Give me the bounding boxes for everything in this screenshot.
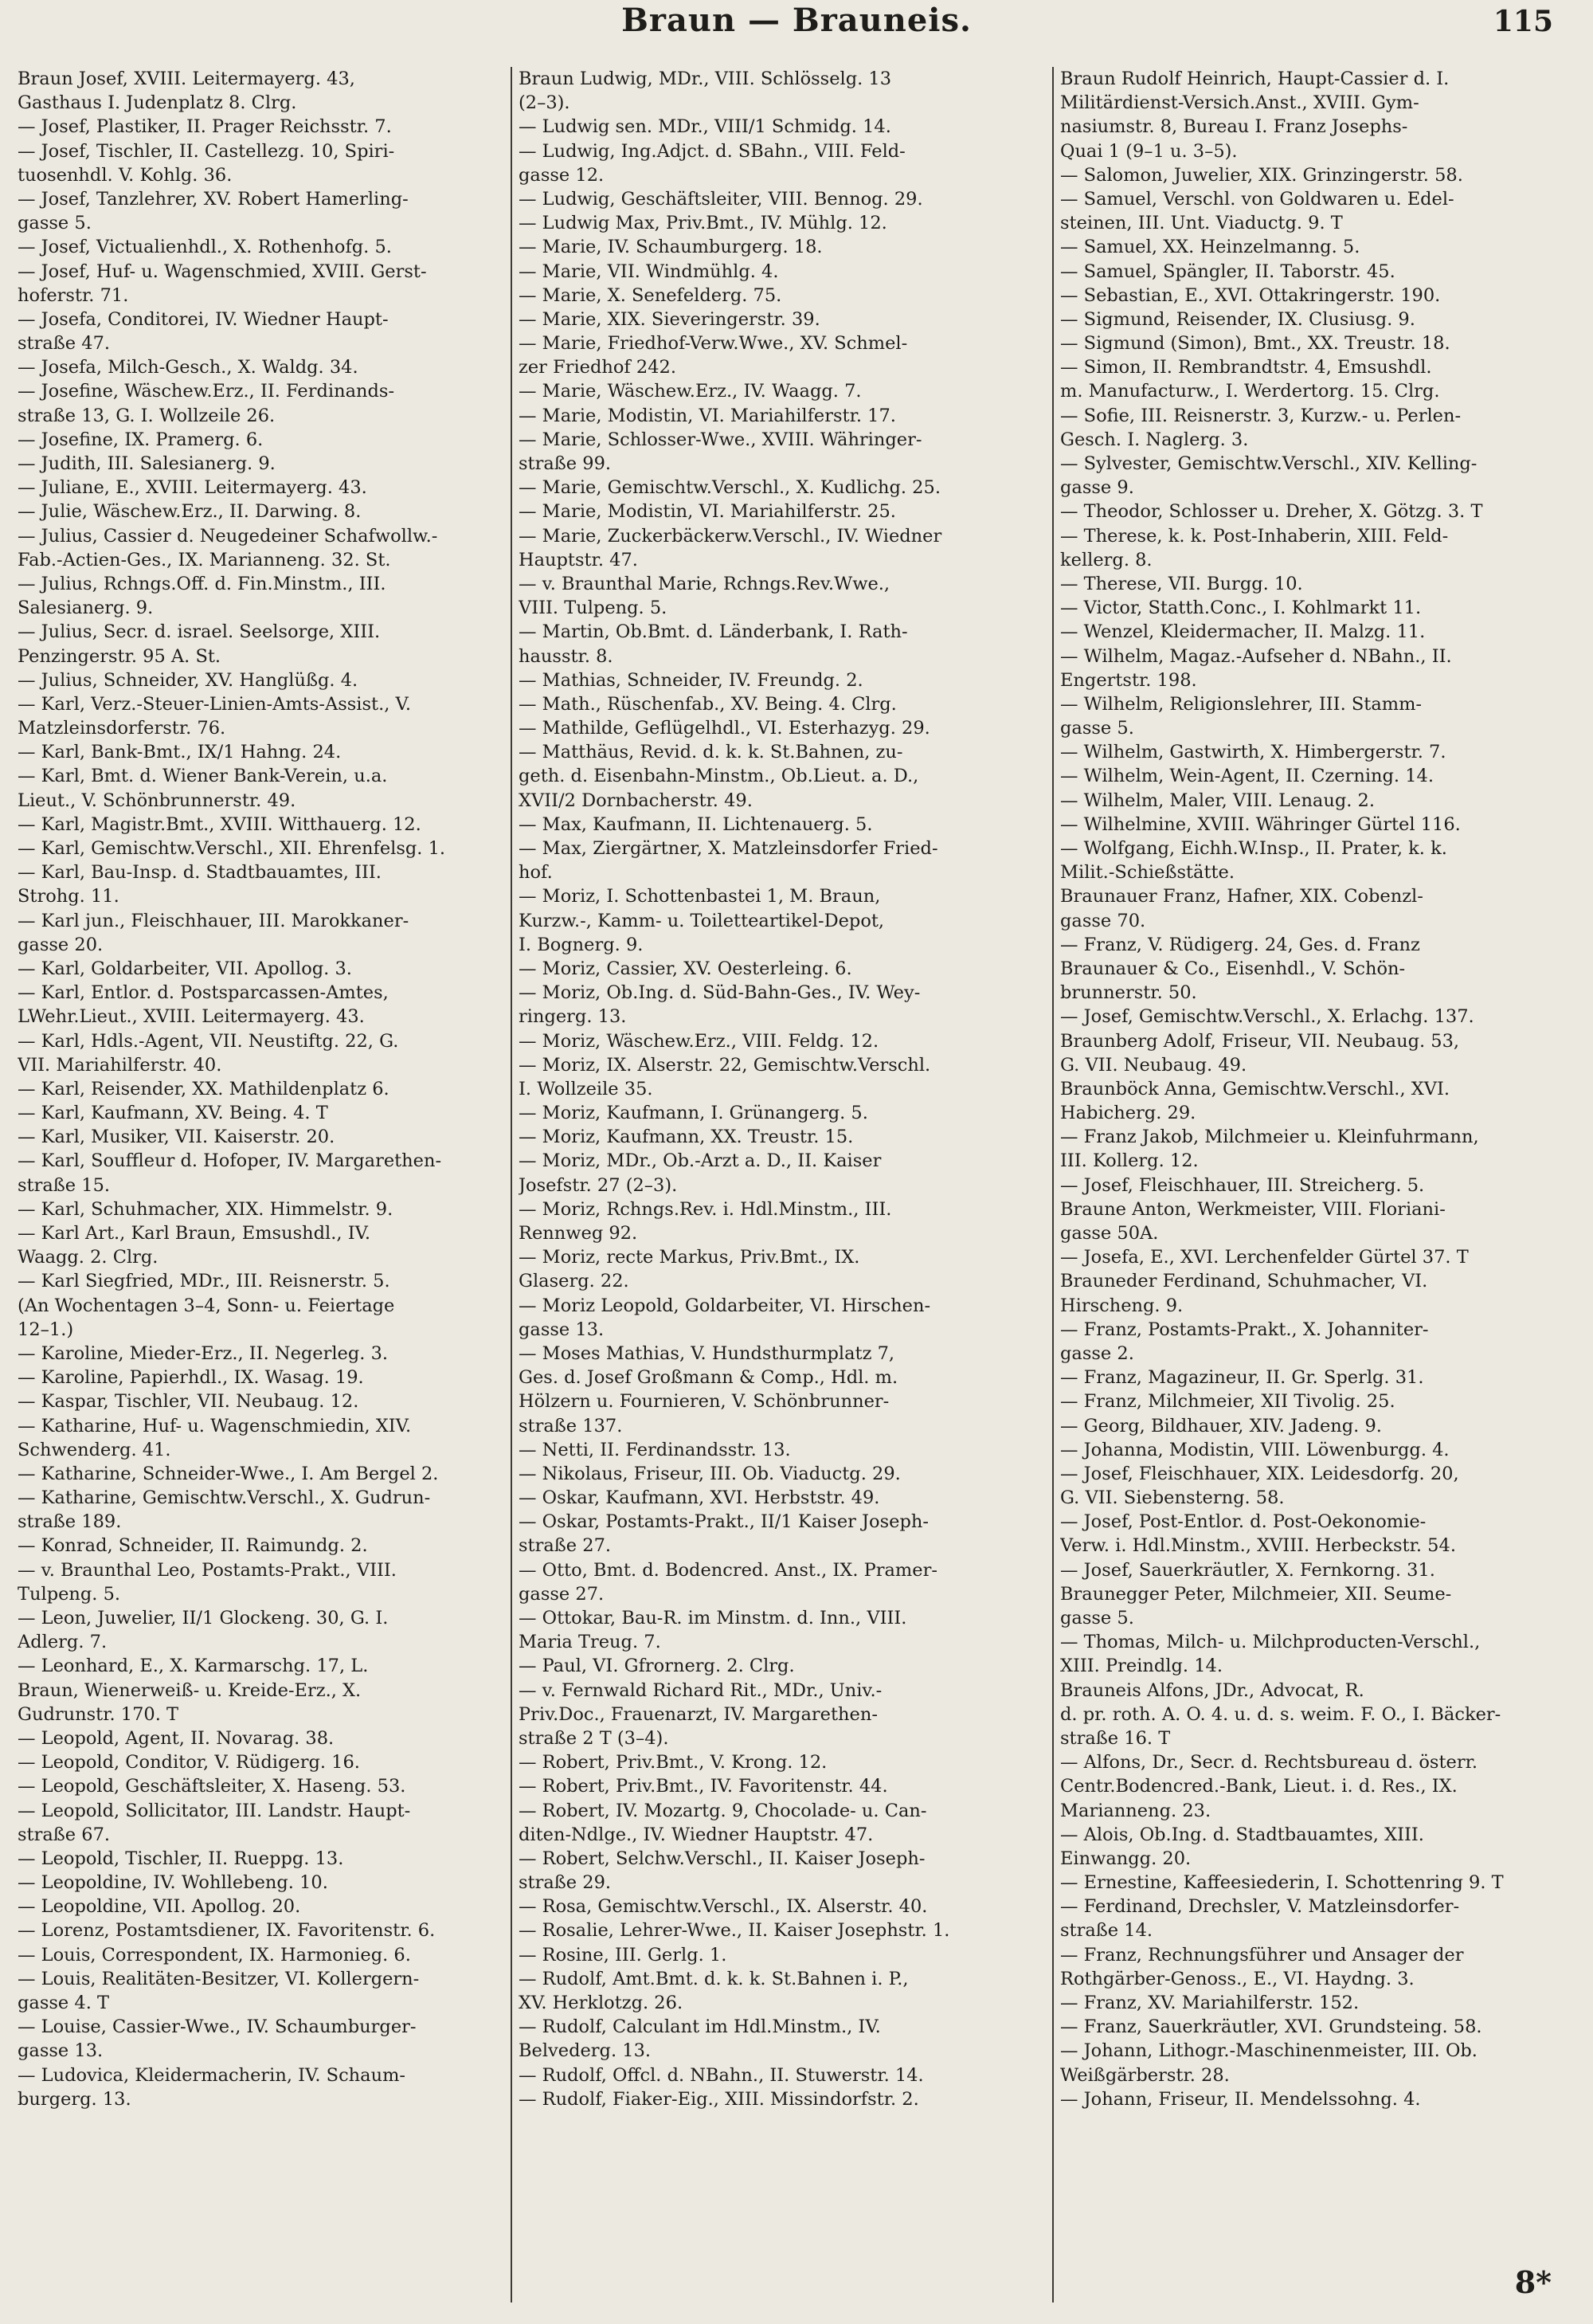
entry-line: gasse 13. xyxy=(18,2040,104,2062)
entry-line: — Karl, Bau-Insp. d. Stadtbauamtes, III. xyxy=(18,862,382,884)
entry-line: straße 27. xyxy=(519,1535,612,1557)
entry-line: d. pr. roth. A. O. 4. u. d. s. weim. F. O., I. Bäcker- xyxy=(1060,1703,1501,1725)
entry-line: straße 16. T xyxy=(1060,1727,1171,1749)
entry-line: Braunauer & Co., Eisenhdl., V. Schön- xyxy=(1060,958,1406,979)
entry-line: — Theodor, Schlosser u. Dreher, X. Götzg. 3. T xyxy=(1060,501,1483,523)
entry-line: Braun Rudolf Heinrich, Haupt-Cassier d. I. xyxy=(1060,69,1450,89)
entry-line: — Karl, Musiker, VII. Kaiserstr. 20. xyxy=(18,1127,335,1148)
entry-line: — Rudolf, Calculant im Hdl.Minstm., IV. xyxy=(519,2016,881,2038)
entry-line: G. VII. Neubaug. 49. xyxy=(1060,1054,1247,1076)
entry-line: III. Kollerg. 12. xyxy=(1060,1150,1199,1172)
entry-line: VIII. Tulpeng. 5. xyxy=(519,598,667,619)
entry-line: gasse 5. xyxy=(18,213,92,234)
entry-line: — Rudolf, Fiaker-Eig., XIII. Missindorfstr. 2. xyxy=(519,2088,919,2110)
entry-line: straße 67. xyxy=(18,1824,111,1845)
entry-line: Braun Ludwig, MDr., VIII. Schlösselg. 13 xyxy=(519,69,892,89)
entry-line: — Leopold, Agent, II. Novarag. 38. xyxy=(18,1727,335,1749)
entry-line: Adlerg. 7. xyxy=(18,1632,108,1653)
entry-line: Habicherg. 29. xyxy=(1060,1103,1196,1124)
entry-line: — Karl, Hdls.-Agent, VII. Neustiftg. 22, G. xyxy=(18,1030,399,1052)
entry-line: — Marie, XIX. Sieveringerstr. 39. xyxy=(519,308,820,330)
column-divider xyxy=(1052,67,1054,2302)
entry-line: — Josef, Fleischhauer, III. Streicherg. 5. xyxy=(1060,1174,1425,1196)
entry-line: — Katharine, Huf- u. Wagenschmiedin, XIV. xyxy=(18,1415,412,1436)
entry-line: Rothgärber-Genoss., E., VI. Haydng. 3. xyxy=(1060,1968,1415,1989)
entry-line: — Samuel, Spängler, II. Taborstr. 45. xyxy=(1060,261,1395,282)
entry-line: Strohg. 11. xyxy=(18,886,119,907)
entry-line: — Max, Kaufmann, II. Lichtenauerg. 5. xyxy=(519,813,873,835)
entry-line: — Julie, Wäschew.Erz., II. Darwing. 8. xyxy=(18,501,362,523)
entry-line: — Moses Mathias, V. Hundsthurmplatz 7, xyxy=(519,1342,895,1364)
entry-line: tuosenhdl. V. Kohlg. 36. xyxy=(18,164,233,186)
entry-line: — Rosa, Gemischtw.Verschl., IX. Alserstr. 40. xyxy=(519,1896,928,1918)
entry-line: Verw. i. Hdl.Minstm., XVIII. Herbeckstr. 54. xyxy=(1060,1535,1456,1557)
entry-line: gasse 5. xyxy=(1060,718,1134,739)
entry-line: — Josef, Sauerkräutler, X. Fernkorng. 31. xyxy=(1060,1559,1435,1581)
entry-line: — Therese, VII. Burgg. 10. xyxy=(1060,573,1303,594)
entry-line: — Karl, Bank-Bmt., IX/1 Hahng. 24. xyxy=(18,742,342,763)
entry-line: — Marie, Zuckerbäckerw.Verschl., IV. Wiedner xyxy=(519,525,942,547)
entry-line: Tulpeng. 5. xyxy=(18,1583,121,1605)
entry-line: geth. d. Eisenbahn-Minstm., Ob.Lieut. a. D., xyxy=(519,766,919,787)
entry-line: Josefstr. 27 (2–3). xyxy=(519,1174,678,1196)
entry-line: — Josefa, Conditorei, IV. Wiedner Haupt- xyxy=(18,308,389,330)
entry-line: Brauneis Alfons, JDr., Advocat, R. xyxy=(1060,1679,1364,1701)
entry-line: straße 47. xyxy=(18,333,111,355)
entry-line: — Marie, Modistin, VI. Mariahilferstr. 25. xyxy=(519,501,896,523)
entry-line: — Leopoldine, IV. Wohllebeng. 10. xyxy=(18,1872,328,1894)
entry-line: — Wolfgang, Eichh.W.Insp., II. Prater, k. k. xyxy=(1060,838,1447,859)
entry-line: — Karl, Souffleur d. Hofoper, IV. Margarethen- xyxy=(18,1150,442,1172)
entry-line: — Math., Rüschenfab., XV. Being. 4. Clrg. xyxy=(519,693,897,715)
entry-line: — Moriz, Wäschew.Erz., VIII. Feldg. 12. xyxy=(519,1030,879,1052)
entry-line: — Marie, Gemischtw.Verschl., X. Kudlichg. 25. xyxy=(519,477,941,499)
entry-line: — Louis, Realitäten-Besitzer, VI. Kollergern- xyxy=(18,1968,420,1989)
entry-line: — Marie, Schlosser-Wwe., XVIII. Währinger- xyxy=(519,429,922,450)
entry-line: — Franz Jakob, Milchmeier u. Kleinfuhrmann, xyxy=(1060,1127,1479,1148)
entry-line: — Josefa, E., XVI. Lerchenfelder Gürtel 37. T xyxy=(1060,1247,1469,1268)
entry-line: Braunböck Anna, Gemischtw.Verschl., XVI. xyxy=(1060,1078,1450,1099)
entry-line: — Leonhard, E., X. Karmarschg. 17, L. xyxy=(18,1656,369,1677)
entry-line: Kurzw.-, Kamm- u. Toiletteartikel-Depot, xyxy=(519,910,885,931)
entry-line: — Moriz Leopold, Goldarbeiter, VI. Hirschen- xyxy=(519,1295,931,1316)
entry-line: — Otto, Bmt. d. Bodencred. Anst., IX. Pramer- xyxy=(519,1559,937,1581)
entry-line: — Wilhelm, Religionslehrer, III. Stamm- xyxy=(1060,693,1423,715)
entry-line: — Mathias, Schneider, IV. Freundg. 2. xyxy=(519,669,863,691)
entry-line: — Karl Siegfried, MDr., III. Reisnerstr. 5. xyxy=(18,1271,390,1292)
entry-line: zer Friedhof 242. xyxy=(519,357,676,378)
entry-line: Marianneng. 23. xyxy=(1060,1800,1211,1821)
entry-line: burgerg. 13. xyxy=(18,2088,131,2110)
entry-line: straße 15. xyxy=(18,1174,111,1196)
entry-line: steinen, III. Unt. Viaductg. 9. T xyxy=(1060,213,1343,234)
entry-line: m. Manufacturw., I. Werdertorg. 15. Clrg. xyxy=(1060,381,1440,402)
entry-line: — Johann, Lithogr.-Maschinenmeister, III. Ob. xyxy=(1060,2040,1478,2062)
entry-line: Matzleinsdorferstr. 76. xyxy=(18,718,226,739)
entry-line: — Franz, Milchmeier, XII Tivolig. 25. xyxy=(1060,1391,1395,1413)
entry-line: Braune Anton, Werkmeister, VIII. Floriani- xyxy=(1060,1198,1446,1220)
entry-line: — Franz, XV. Mariahilferstr. 152. xyxy=(1060,1993,1360,2013)
entry-line: — Kaspar, Tischler, VII. Neubaug. 12. xyxy=(18,1391,359,1413)
entry-line: — Juliane, E., XVIII. Leitermayerg. 43. xyxy=(18,477,367,499)
entry-line: — Ludwig, Geschäftsleiter, VIII. Bennog. 29. xyxy=(519,188,923,210)
entry-line: Braunauer Franz, Hafner, XIX. Cobenzl- xyxy=(1060,886,1423,907)
entry-line: Ges. d. Josef Großmann & Comp., Hdl. m. xyxy=(519,1367,898,1389)
entry-line: — Ottokar, Bau-R. im Minstm. d. Inn., VIII. xyxy=(519,1608,907,1628)
entry-line: Gudrunstr. 170. T xyxy=(18,1703,179,1725)
entry-line: — Louis, Correspondent, IX. Harmonieg. 6. xyxy=(18,1944,411,1965)
entry-line: — Ernestine, Kaffeesiederin, I. Schottenring 9. T xyxy=(1060,1872,1504,1894)
entry-line: nasiumstr. 8, Bureau I. Franz Josephs- xyxy=(1060,116,1408,138)
entry-line: gasse 70. xyxy=(1060,910,1146,931)
entry-line: — Josef, Tischler, II. Castellezg. 10, Spiri- xyxy=(18,140,395,162)
entry-line: kellerg. 8. xyxy=(1060,549,1153,570)
entry-line: brunnerstr. 50. xyxy=(1060,982,1197,1004)
entry-line: — v. Fernwald Richard Rit., MDr., Univ.- xyxy=(519,1679,883,1701)
entry-line: Braunberg Adolf, Friseur, VII. Neubaug. 53, xyxy=(1060,1030,1460,1052)
entry-line: — Karoline, Mieder-Erz., II. Negerleg. 3. xyxy=(18,1342,389,1364)
entry-line: — Katharine, Schneider-Wwe., I. Am Bergel 2. xyxy=(18,1463,439,1484)
entry-line: — Max, Ziergärtner, X. Matzleinsdorfer Fried- xyxy=(519,838,938,859)
entry-line: (2–3). xyxy=(519,92,570,114)
entry-line: — Samuel, XX. Heinzelmanng. 5. xyxy=(1060,237,1360,258)
entry-line: Fab.-Actien-Ges., IX. Marianneng. 32. St. xyxy=(18,549,391,570)
entry-line: — Josef, Fleischhauer, XIX. Leidesdorfg. 20, xyxy=(1060,1463,1459,1484)
entry-line: — v. Braunthal Marie, Rchngs.Rev.Wwe., xyxy=(519,573,890,594)
entry-line: gasse 5. xyxy=(1060,1608,1134,1628)
page-number: 115 xyxy=(1493,5,1553,38)
entry-line: gasse 27. xyxy=(519,1583,605,1605)
entry-column-right xyxy=(1060,67,1574,2111)
entry-line: — Wilhelm, Magaz.-Aufseher d. NBahn., II. xyxy=(1060,645,1452,667)
entry-line: Lieut., V. Schönbrunnerstr. 49. xyxy=(18,790,296,811)
entry-line: — Moriz, Cassier, XV. Oesterleing. 6. xyxy=(519,958,852,979)
entry-line: — Karl jun., Fleischhauer, III. Marokkaner- xyxy=(18,910,409,931)
entry-line: Hirscheng. 9. xyxy=(1060,1295,1184,1316)
entry-line: Braunegger Peter, Milchmeier, XII. Seume- xyxy=(1060,1583,1452,1605)
entry-line: — Moriz, Kaufmann, XX. Treustr. 15. xyxy=(519,1127,854,1148)
entry-line: — Karl, Goldarbeiter, VII. Apollog. 3. xyxy=(18,958,352,979)
entry-line: — Nikolaus, Friseur, III. Ob. Viaductg. 29. xyxy=(519,1463,901,1484)
entry-line: gasse 20. xyxy=(18,934,104,955)
entry-line: gasse 13. xyxy=(519,1319,605,1340)
entry-line: — Moriz, Rchngs.Rev. i. Hdl.Minstm., III. xyxy=(519,1198,892,1220)
entry-line: — Ludwig sen. MDr., VIII/1 Schmidg. 14. xyxy=(519,116,891,138)
entry-line: — Marie, Friedhof-Verw.Wwe., XV. Schmel- xyxy=(519,333,908,355)
entry-line: — v. Braunthal Leo, Postamts-Prakt., VIII. xyxy=(18,1559,397,1581)
entry-line: — Johann, Friseur, II. Mendelssohng. 4. xyxy=(1060,2088,1421,2110)
entry-line: — Franz, Rechnungsführer und Ansager der xyxy=(1060,1944,1464,1965)
entry-line: — Moriz, MDr., Ob.-Arzt a. D., II. Kaiser xyxy=(519,1150,882,1172)
entry-line: — Franz, Magazineur, II. Gr. Sperlg. 31. xyxy=(1060,1367,1424,1389)
entry-line: — Robert, IV. Mozartg. 9, Chocolade- u. Can- xyxy=(519,1800,927,1821)
entry-line: — Wenzel, Kleidermacher, II. Malzg. 11. xyxy=(1060,621,1426,643)
entry-line: Quai 1 (9–1 u. 3–5). xyxy=(1060,140,1238,162)
entry-line: — Thomas, Milch- u. Milchproducten-Verschl., xyxy=(1060,1632,1481,1653)
entry-line: — Robert, Priv.Bmt., IV. Favoritenstr. 44. xyxy=(519,1776,888,1797)
entry-line: hausstr. 8. xyxy=(519,645,613,667)
entry-line: ringerg. 13. xyxy=(519,1006,627,1028)
entry-line: — Josefine, IX. Pramerg. 6. xyxy=(18,429,264,450)
entry-line: Hauptstr. 47. xyxy=(519,549,638,570)
entry-line: — Wilhelm, Maler, VIII. Lenaug. 2. xyxy=(1060,790,1376,811)
entry-line: Braun Josef, XVIII. Leitermayerg. 43, xyxy=(18,69,355,89)
entry-line: — Lorenz, Postamtsdiener, IX. Favoritenstr. 6. xyxy=(18,1920,436,1942)
entry-line: — Konrad, Schneider, II. Raimundg. 2. xyxy=(18,1535,368,1557)
entry-line: Engertstr. 198. xyxy=(1060,669,1197,691)
entry-line: diten-Ndlge., IV. Wiedner Hauptstr. 47. xyxy=(519,1824,874,1845)
entry-line: — Josef, Tanzlehrer, XV. Robert Hamerling- xyxy=(18,188,409,210)
entry-line: straße 137. xyxy=(519,1415,623,1436)
entry-line: — Ludwig, Ing.Adjct. d. SBahn., VIII. Feld- xyxy=(519,140,906,162)
entry-line: Einwangg. 20. xyxy=(1060,1848,1192,1869)
entry-line: — Ludwig Max, Priv.Bmt., IV. Mühlg. 12. xyxy=(519,213,887,234)
entry-line: — Josef, Huf- u. Wagenschmied, XVIII. Gerst- xyxy=(18,261,427,282)
entry-line: — Moriz, I. Schottenbastei 1, M. Braun, xyxy=(519,886,881,907)
entry-line: — Wilhelmine, XVIII. Währinger Gürtel 116. xyxy=(1060,813,1461,835)
entry-line: — Wilhelm, Gastwirth, X. Himbergerstr. 7. xyxy=(1060,742,1446,763)
entry-line: — Moriz, Ob.Ing. d. Süd-Bahn-Ges., IV. Wey- xyxy=(519,982,921,1004)
entry-line: — Karl Art., Karl Braun, Emsushdl., IV. xyxy=(18,1223,371,1244)
entry-line: — Marie, VII. Windmühlg. 4. xyxy=(519,261,779,282)
entry-line: — Paul, VI. Gfrornerg. 2. Clrg. xyxy=(519,1656,795,1677)
entry-line: — Karoline, Papierhdl., IX. Wasag. 19. xyxy=(18,1367,364,1389)
entry-line: Gesch. I. Naglerg. 3. xyxy=(1060,429,1249,450)
entry-line: Salesianerg. 9. xyxy=(18,598,154,619)
entry-line: — Josefine, Wäschew.Erz., II. Ferdinands- xyxy=(18,381,395,402)
entry-line: — Wilhelm, Wein-Agent, II. Czerning. 14. xyxy=(1060,766,1434,787)
entry-line: — Sigmund (Simon), Bmt., XX. Treustr. 18. xyxy=(1060,333,1450,355)
entry-line: straße 14. xyxy=(1060,1920,1153,1942)
entry-line: — Marie, Wäschew.Erz., IV. Waagg. 7. xyxy=(519,381,862,402)
entry-line: — Judith, III. Salesianerg. 9. xyxy=(18,453,276,474)
entry-line: XIII. Preindlg. 14. xyxy=(1060,1656,1223,1677)
entry-line: XVII/2 Dornbacherstr. 49. xyxy=(519,790,753,811)
entry-line: — Robert, Priv.Bmt., V. Krong. 12. xyxy=(519,1752,828,1773)
entry-line: gasse 9. xyxy=(1060,477,1134,499)
entry-line: — Katharine, Gemischtw.Verschl., X. Gudrun- xyxy=(18,1487,431,1509)
entry-column-middle xyxy=(519,67,996,2111)
entry-line: — Johanna, Modistin, VIII. Löwenburgg. 4. xyxy=(1060,1439,1450,1460)
entry-line: — Rosalie, Lehrer-Wwe., II. Kaiser Josephstr. 1. xyxy=(519,1920,950,1942)
entry-line: I. Bognerg. 9. xyxy=(519,934,644,955)
entry-line: straße 189. xyxy=(18,1511,122,1533)
entry-line: Milit.-Schießstätte. xyxy=(1060,862,1235,884)
entry-column-left xyxy=(18,67,495,2111)
entry-line: I. Wollzeile 35. xyxy=(519,1078,653,1099)
entry-line: — Leopoldine, VII. Apollog. 20. xyxy=(18,1896,301,1918)
entry-line: — Simon, II. Rembrandtstr. 4, Emsushdl. xyxy=(1060,357,1432,378)
entry-line: — Franz, V. Rüdigerg. 24, Ges. d. Franz xyxy=(1060,934,1420,955)
entry-line: straße 2 T (3–4). xyxy=(519,1727,669,1749)
entry-line: gasse 4. T xyxy=(18,1993,110,2013)
entry-line: — Josef, Gemischtw.Verschl., X. Erlachg. 137. xyxy=(1060,1006,1474,1028)
entry-line: — Victor, Statth.Conc., I. Kohlmarkt 11. xyxy=(1060,598,1422,619)
entry-line: — Marie, Modistin, VI. Mariahilferstr. 17. xyxy=(519,405,896,426)
entry-line: — Netti, II. Ferdinandsstr. 13. xyxy=(519,1439,791,1460)
entry-line: — Sebastian, E., XVI. Ottakringerstr. 190. xyxy=(1060,284,1441,306)
entry-line: — Leopold, Geschäftsleiter, X. Haseng. 53. xyxy=(18,1776,406,1797)
entry-line: G. VII. Siebensterng. 58. xyxy=(1060,1487,1285,1509)
entry-line: VII. Mariahilferstr. 40. xyxy=(18,1054,222,1076)
entry-line: — Karl, Reisender, XX. Mathildenplatz 6. xyxy=(18,1078,389,1099)
entry-line: Hölzern u. Fournieren, V. Schönbrunner- xyxy=(519,1391,890,1413)
entry-line: XV. Herklotzg. 26. xyxy=(519,1993,683,2013)
entry-line: Centr.Bodencred.-Bank, Lieut. i. d. Res., IX. xyxy=(1060,1776,1458,1797)
entry-line: straße 29. xyxy=(519,1872,612,1894)
entry-line: gasse 50A. xyxy=(1060,1223,1159,1244)
entry-line: Militärdienst-Versich.Anst., XVIII. Gym- xyxy=(1060,92,1419,114)
entry-line: Maria Treug. 7. xyxy=(519,1632,661,1653)
entry-line: — Matthäus, Revid. d. k. k. St.Bahnen, zu- xyxy=(519,742,903,763)
entry-line: — Moriz, IX. Alserstr. 22, Gemischtw.Verschl. xyxy=(519,1054,931,1076)
entry-line: — Mathilde, Geflügelhdl., VI. Esterhazyg. 29. xyxy=(519,718,930,739)
entry-line: — Oskar, Postamts-Prakt., II/1 Kaiser Joseph- xyxy=(519,1511,929,1533)
entry-line: — Josef, Victualienhdl., X. Rothenhofg. 5. xyxy=(18,237,392,258)
entry-line: Waagg. 2. Clrg. xyxy=(18,1247,159,1268)
entry-line: — Rudolf, Offcl. d. NBahn., II. Stuwerstr. 14. xyxy=(519,2064,924,2086)
entry-line: — Moriz, Kaufmann, I. Grünangerg. 5. xyxy=(519,1103,868,1124)
entry-line: — Sofie, III. Reisnerstr. 3, Kurzw.- u. Perlen- xyxy=(1060,405,1462,426)
entry-line: — Leopold, Tischler, II. Rueppg. 13. xyxy=(18,1848,344,1869)
entry-line: LWehr.Lieut., XVIII. Leitermayerg. 43. xyxy=(18,1006,365,1028)
entry-line: Schwenderg. 41. xyxy=(18,1439,171,1460)
entry-line: — Marie, IV. Schaumburgerg. 18. xyxy=(519,237,823,258)
entry-line: — Louise, Cassier-Wwe., IV. Schaumburger- xyxy=(18,2016,417,2038)
entry-line: Gasthaus I. Judenplatz 8. Clrg. xyxy=(18,92,297,114)
entry-line: Weißgärberstr. 28. xyxy=(1060,2064,1230,2086)
entry-line: — Moriz, recte Markus, Priv.Bmt., IX. xyxy=(519,1247,860,1268)
entry-line: — Karl, Schuhmacher, XIX. Himmelstr. 9. xyxy=(18,1198,393,1220)
entry-line: — Julius, Schneider, XV. Hanglüßg. 4. xyxy=(18,669,358,691)
signature-mark: 8* xyxy=(1514,2264,1552,2300)
entry-line: — Sigmund, Reisender, IX. Clusiusg. 9. xyxy=(1060,308,1415,330)
entry-line: — Martin, Ob.Bmt. d. Länderbank, I. Rath- xyxy=(519,621,908,643)
entry-line: — Sylvester, Gemischtw.Verschl., XIV. Kelling- xyxy=(1060,453,1478,474)
entry-line: hoferstr. 71. xyxy=(18,284,129,306)
entry-line: — Marie, X. Senefelderg. 75. xyxy=(519,284,782,306)
entry-line: — Robert, Selchw.Verschl., II. Kaiser Joseph- xyxy=(519,1848,926,1869)
entry-line: — Leopold, Sollicitator, III. Landstr. Haupt- xyxy=(18,1800,411,1821)
entry-line: Glaserg. 22. xyxy=(519,1271,629,1292)
entry-line: — Karl, Bmt. d. Wiener Bank-Verein, u.a. xyxy=(18,766,388,787)
entry-line: — Karl, Magistr.Bmt., XVIII. Witthauerg. 12. xyxy=(18,813,421,835)
entry-line: Rennweg 92. xyxy=(519,1223,638,1244)
entry-line: — Josef, Plastiker, II. Prager Reichsstr. 7. xyxy=(18,116,392,138)
entry-line: — Julius, Secr. d. israel. Seelsorge, XIII. xyxy=(18,621,381,643)
column-divider xyxy=(511,67,512,2302)
entry-line: — Rosine, III. Gerlg. 1. xyxy=(519,1944,727,1965)
entry-line: — Leopold, Conditor, V. Rüdigerg. 16. xyxy=(18,1752,360,1773)
entry-line: — Karl, Gemischtw.Verschl., XII. Ehrenfelsg. 1. xyxy=(18,838,446,859)
running-header-title: Braun — Brauneis. xyxy=(621,2,972,39)
entry-line: straße 99. xyxy=(519,453,612,474)
entry-line: — Oskar, Kaufmann, XVI. Herbststr. 49. xyxy=(519,1487,880,1509)
entry-line: — Alfons, Dr., Secr. d. Rechtsbureau d. österr. xyxy=(1060,1752,1478,1773)
entry-line: Brauneder Ferdinand, Schuhmacher, VI. xyxy=(1060,1271,1428,1292)
entry-line: — Georg, Bildhauer, XIV. Jadeng. 9. xyxy=(1060,1415,1382,1436)
entry-line: — Salomon, Juwelier, XIX. Grinzingerstr. 58. xyxy=(1060,164,1463,186)
entry-line: — Ferdinand, Drechsler, V. Matzleinsdorfer- xyxy=(1060,1896,1460,1918)
entry-line: — Julius, Cassier d. Neugedeiner Schafwollw.- xyxy=(18,525,438,547)
entry-line: — Josefa, Milch-Gesch., X. Waldg. 34. xyxy=(18,357,358,378)
entry-line: — Leon, Juwelier, II/1 Glockeng. 30, G. I. xyxy=(18,1608,389,1628)
entry-line: — Josef, Post-Entlor. d. Post-Oekonomie- xyxy=(1060,1511,1427,1533)
entry-line: — Julius, Rchngs.Off. d. Fin.Minstm., III. xyxy=(18,573,386,594)
entry-line: Belvederg. 13. xyxy=(519,2040,652,2062)
entry-line: — Samuel, Verschl. von Goldwaren u. Edel- xyxy=(1060,188,1454,210)
entry-line: (An Wochentagen 3–4, Sonn- u. Feiertage xyxy=(18,1295,395,1316)
entry-line: — Karl, Verz.-Steuer-Linien-Amts-Assist., V. xyxy=(18,693,411,715)
entry-line: — Karl, Entlor. d. Postsparcassen-Amtes, xyxy=(18,982,389,1004)
entry-line: — Franz, Postamts-Prakt., X. Johanniter- xyxy=(1060,1319,1429,1340)
entry-line: gasse 12. xyxy=(519,164,605,186)
entry-line: — Franz, Sauerkräutler, XVI. Grundsteing. 58. xyxy=(1060,2016,1482,2038)
entry-line: — Therese, k. k. Post-Inhaberin, XIII. Feld- xyxy=(1060,525,1449,547)
entry-line: — Ludovica, Kleidermacherin, IV. Schaum- xyxy=(18,2064,406,2086)
entry-line: — Karl, Kaufmann, XV. Being. 4. T xyxy=(18,1103,328,1124)
entry-line: 12–1.) xyxy=(18,1319,74,1340)
entry-line: Braun, Wienerweiß- u. Kreide-Erz., X. xyxy=(18,1679,362,1701)
entry-line: hof. xyxy=(519,862,553,884)
entry-line: straße 13, G. I. Wollzeile 26. xyxy=(18,405,276,426)
entry-line: Priv.Doc., Frauenarzt, IV. Margarethen- xyxy=(519,1703,878,1725)
entry-line: — Alois, Ob.Ing. d. Stadtbauamtes, XIII. xyxy=(1060,1824,1424,1845)
entry-line: — Rudolf, Amt.Bmt. d. k. k. St.Bahnen i. P., xyxy=(519,1968,909,1989)
entry-line: Penzingerstr. 95 A. St. xyxy=(18,645,221,667)
entry-line: gasse 2. xyxy=(1060,1342,1134,1364)
